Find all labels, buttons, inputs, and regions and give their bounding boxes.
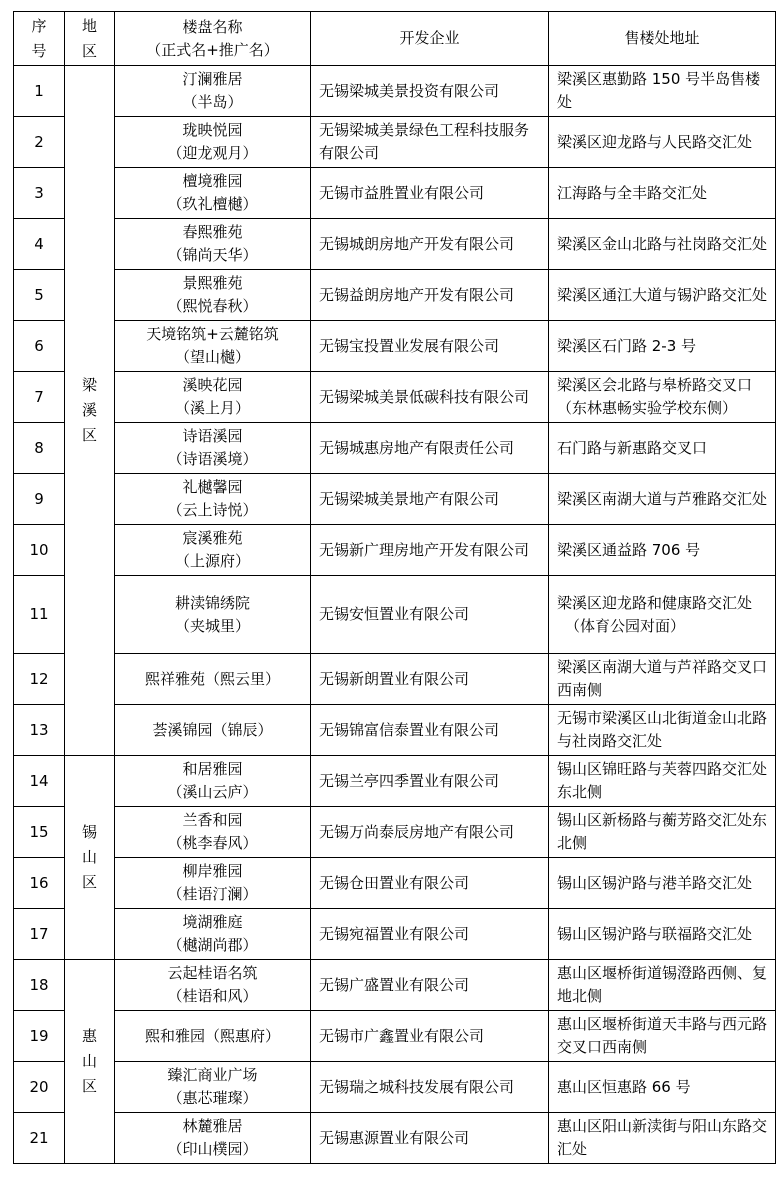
row-seq: 11 [14,576,65,654]
table-row [14,219,776,270]
region-cell-xishan: 锡山区 [65,756,115,960]
sales-address: 梁溪区通江大道与锡沪路交汇处 [549,270,776,321]
sales-address: 梁溪区南湖大道与芦雅路交汇处 [549,474,776,525]
developer: 无锡锦富信泰置业有限公司 [311,705,549,756]
table-row [14,756,776,807]
sales-address: 惠山区阳山新渎街与阳山东路交汇处 [549,1113,776,1164]
developer: 无锡市益胜置业有限公司 [311,168,549,219]
developer: 无锡瑞之城科技发展有限公司 [311,1062,549,1113]
row-seq: 9 [14,474,65,525]
table-row [14,270,776,321]
developer: 无锡宛福置业有限公司 [311,909,549,960]
row-seq: 13 [14,705,65,756]
sales-address: 惠山区堰桥街道天丰路与西元路交叉口西南侧 [549,1011,776,1062]
row-seq: 1 [14,66,65,117]
row-seq: 21 [14,1113,65,1164]
developer: 无锡益朗房地产开发有限公司 [311,270,549,321]
row-seq: 3 [14,168,65,219]
sales-address: 梁溪区会北路与皋桥路交叉口（东林惠畅实验学校东侧） [549,372,776,423]
project-name: 熙祥雅苑（熙云里） [115,654,311,705]
row-seq: 20 [14,1062,65,1113]
project-name: 檀境雅园 （玖礼檀樾） [115,168,311,219]
row-seq: 16 [14,858,65,909]
sales-address: 锡山区锦旺路与芙蓉四路交汇处东北侧 [549,756,776,807]
row-seq: 6 [14,321,65,372]
project-name: 林麓雅居 （印山樸园） [115,1113,311,1164]
table-row [14,66,776,117]
table-row [14,117,776,168]
project-name: 春熙雅苑 （锦尚天华） [115,219,311,270]
row-seq: 17 [14,909,65,960]
project-name: 礼樾馨园 （云上诗悦） [115,474,311,525]
table-row [14,423,776,474]
project-name: 宸溪雅苑 （上源府） [115,525,311,576]
sales-address: 梁溪区石门路 2-3 号 [549,321,776,372]
region-cell-liangxi: 梁溪区 [65,66,115,756]
sales-address: 石门路与新惠路交叉口 [549,423,776,474]
developer: 无锡梁城美景低碳科技有限公司 [311,372,549,423]
sales-address: 惠山区恒惠路 66 号 [549,1062,776,1113]
project-name: 柳岸雅园 （桂语汀澜） [115,858,311,909]
sales-address: 梁溪区通益路 706 号 [549,525,776,576]
sales-address: 锡山区新杨路与蘅芳路交汇处东北侧 [549,807,776,858]
developer: 无锡安恒置业有限公司 [311,576,549,654]
project-name: 景熙雅苑 （熙悦春秋） [115,270,311,321]
developer: 无锡梁城美景投资有限公司 [311,66,549,117]
sales-address: 惠山区堰桥街道锡澄路西侧、复地北侧 [549,960,776,1011]
sales-address: 江海路与全丰路交汇处 [549,168,776,219]
header-region: 地区 [65,12,115,66]
sales-address: 锡山区锡沪路与港羊路交汇处 [549,858,776,909]
table-row [14,372,776,423]
row-seq: 19 [14,1011,65,1062]
project-name: 熙和雅园（熙惠府） [115,1011,311,1062]
row-seq: 2 [14,117,65,168]
sales-address: 梁溪区金山北路与社岗路交汇处 [549,219,776,270]
project-name: 和居雅园 （溪山云庐） [115,756,311,807]
project-name: 珑映悦园 （迎龙观月） [115,117,311,168]
row-seq: 10 [14,525,65,576]
project-name: 溪映花园 （溪上月） [115,372,311,423]
developer: 无锡宝投置业发展有限公司 [311,321,549,372]
developer: 无锡兰亭四季置业有限公司 [311,756,549,807]
row-seq: 7 [14,372,65,423]
row-seq: 8 [14,423,65,474]
developer: 无锡惠源置业有限公司 [311,1113,549,1164]
table-row [14,807,776,858]
developer: 无锡市广鑫置业有限公司 [311,1011,549,1062]
table-row [14,705,776,756]
table-row [14,474,776,525]
sales-address: 锡山区锡沪路与联福路交汇处 [549,909,776,960]
developer: 无锡城惠房地产有限责任公司 [311,423,549,474]
developer: 无锡新广理房地产开发有限公司 [311,525,549,576]
region-cell-huishan: 惠山区 [65,960,115,1164]
table-row [14,1113,776,1164]
developer: 无锡仓田置业有限公司 [311,858,549,909]
sales-address: 梁溪区迎龙路与人民路交汇处 [549,117,776,168]
project-name: 诗语溪园 （诗语溪境） [115,423,311,474]
project-name: 耕渎锦绣院 （夹城里） [115,576,311,654]
table-row [14,168,776,219]
project-name: 天境铭筑+云麓铭筑 （望山樾） [115,321,311,372]
project-name: 云起桂语名筑 （桂语和风） [115,960,311,1011]
developer: 无锡广盛置业有限公司 [311,960,549,1011]
table-row [14,960,776,1011]
sales-address: 梁溪区惠勤路 150 号半岛售楼处 [549,66,776,117]
row-seq: 14 [14,756,65,807]
developer: 无锡新朗置业有限公司 [311,654,549,705]
header-developer: 开发企业 [311,12,549,66]
row-seq: 4 [14,219,65,270]
developer: 无锡城朗房地产开发有限公司 [311,219,549,270]
table-row [14,654,776,705]
table-row [14,321,776,372]
row-seq: 15 [14,807,65,858]
table-row [14,1011,776,1062]
developer: 无锡梁城美景地产有限公司 [311,474,549,525]
header-project-name: 楼盘名称 （正式名+推广名） [115,12,311,66]
row-seq: 5 [14,270,65,321]
table-row [14,1062,776,1113]
developer: 无锡万尚泰辰房地产有限公司 [311,807,549,858]
sales-address: 梁溪区南湖大道与芦祥路交叉口西南侧 [549,654,776,705]
table-row [14,909,776,960]
project-name: 境湖雅庭 （樾湖尚郡） [115,909,311,960]
project-name: 兰香和园 （桃李春风） [115,807,311,858]
project-name: 荟溪锦园（锦辰） [115,705,311,756]
table-header-row [14,12,776,66]
row-seq: 12 [14,654,65,705]
row-seq: 18 [14,960,65,1011]
housing-projects-table [13,11,776,1164]
table-row [14,525,776,576]
header-seq: 序号 [14,12,65,66]
sales-address: 无锡市梁溪区山北街道金山北路与社岗路交汇处 [549,705,776,756]
developer: 无锡梁城美景绿色工程科技服务有限公司 [311,117,549,168]
project-name: 汀澜雅居 （半岛） [115,66,311,117]
sales-address: 梁溪区迎龙路和健康路交汇处 （体育公园对面） [549,576,776,654]
header-address: 售楼处地址 [549,12,776,66]
project-name: 臻汇商业广场 （惠芯璀璨） [115,1062,311,1113]
table-row [14,858,776,909]
table-row [14,576,776,654]
